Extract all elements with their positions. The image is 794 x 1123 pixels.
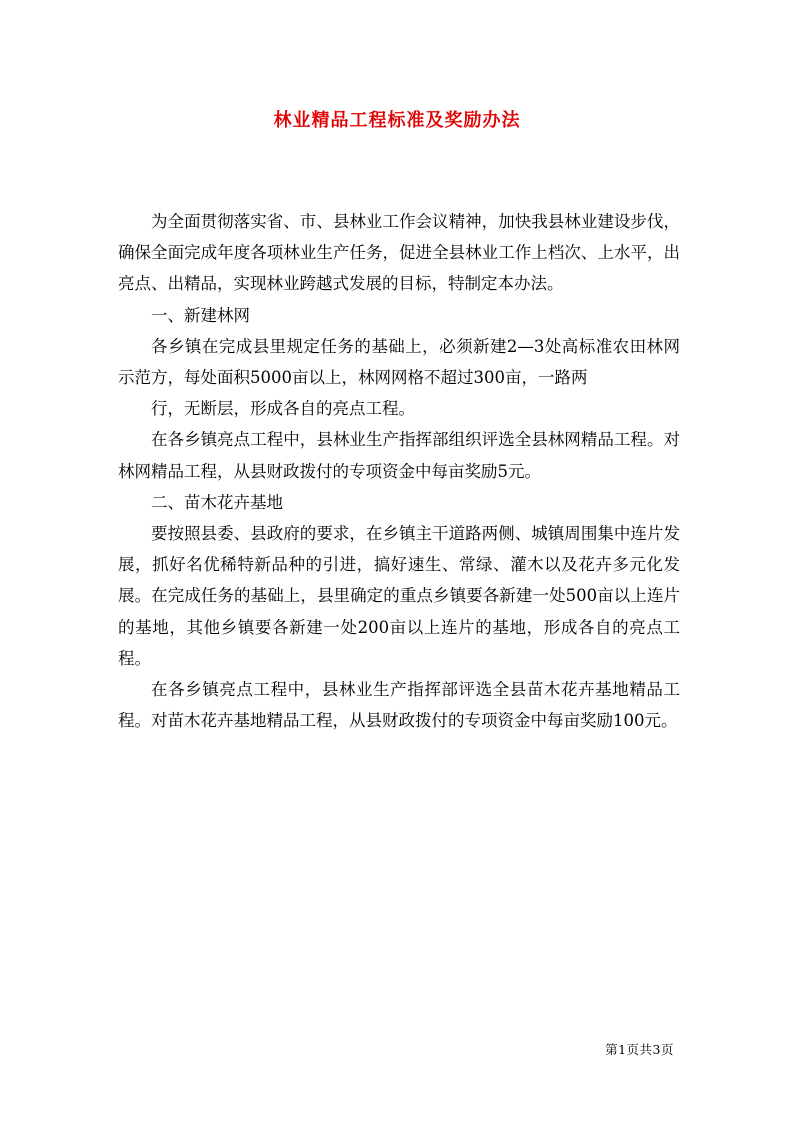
document-body [118,206,680,736]
section-1-paragraph-2: 行，无断层，形成各自的亮点工程。 [151,399,415,419]
document-title: 林业精品工程标准及奖励办法 [273,110,521,131]
section-1-paragraph-1: 各乡镇在完成县里规定任务的基础上，必须新建2—3处高标准农田林网示范方，每处面积5000亩以上，林网网格不超过300亩，一路两 [118,336,680,388]
intro-paragraph: 为全面贯彻落实省、市、县林业工作会议精神，加快我县林业建设步伐，确保全面完成年度各项林业生产任务，促进全县林业工作上档次、上水平，出亮点、出精品，实现林业跨越式发展的目标，特制定本办法。 [118,212,680,294]
page-number-footer: 第1页共3页 [605,1042,674,1057]
section-2-paragraph-2: 在各乡镇亮点工程中，县林业生产指挥部评选全县苗木花卉基地精品工程。对苗木花卉基地精品工程，从县财政拨付的专项资金中每亩奖励100元。 [118,680,680,731]
section-heading-2: 二、苗木花卉基地 [151,492,283,512]
section-heading-1: 一、新建林网 [151,305,250,325]
section-2-paragraph-1: 要按照县委、县政府的要求，在乡镇主干道路两侧、城镇周围集中连片发展，抓好名优稀特新品种的引进，搞好速生、常绿、灌木以及花卉多元化发展。在完成任务的基础上，县里确定的重点乡镇要各新建一处500亩以上连片的基地，其他乡镇要各新建一处200亩以上连片的基地，形成各自的亮点工程。 [118,524,680,668]
section-1-paragraph-3: 在各乡镇亮点工程中，县林业生产指挥部组织评选全县林网精品工程。对林网精品工程，从县财政拨付的专项资金中每亩奖励5元。 [118,430,680,481]
